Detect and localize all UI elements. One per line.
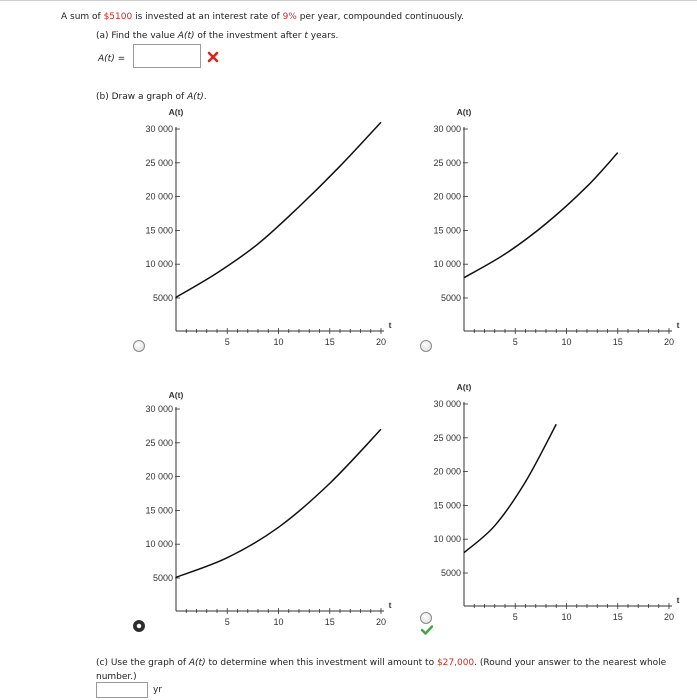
principal-amount: $5100: [103, 12, 133, 22]
y-tick-label: 10 000: [433, 534, 461, 545]
x-tick-label: 20: [663, 612, 675, 622]
y-tick-label: 30 000: [433, 399, 461, 409]
growth-curve: [464, 424, 556, 552]
graph-2-radio[interactable]: [420, 340, 432, 352]
y-axis-label: A(t): [168, 390, 184, 400]
y-tick-label: 10 000: [145, 539, 173, 550]
y-tick-label: 5000: [152, 293, 173, 303]
x-tick-label: 20: [663, 337, 675, 347]
x-tick-label: 15: [324, 617, 335, 627]
x-axis-label: t: [676, 595, 680, 605]
graph-option-2: [418, 105, 688, 350]
problem-statement: [61, 12, 464, 22]
graph-1-radio[interactable]: [133, 340, 145, 352]
x-tick-label: 15: [612, 337, 623, 347]
problem-suffix: per year, compounded continuously.: [296, 12, 464, 22]
x-axis-label: t: [676, 320, 680, 330]
x-tick-label: 10: [273, 337, 284, 347]
graph-3-radio[interactable]: [133, 620, 145, 632]
y-tick-label: 15 000: [433, 225, 461, 236]
answer-label: A(t) =: [98, 54, 126, 64]
y-tick-label: 25 000: [145, 437, 173, 448]
y-tick-label: 30 000: [145, 404, 173, 414]
part-c-text: . (Round your answer to the nearest whole number.): [96, 658, 667, 682]
y-tick-label: 5000: [440, 568, 461, 578]
x-axis-label: t: [388, 320, 392, 330]
part-a-text: of the investment after: [194, 31, 305, 41]
variable-t: t: [304, 31, 308, 41]
y-tick-label: 25 000: [145, 157, 173, 168]
x-tick-label: 10: [561, 612, 572, 622]
graph-option-4: [418, 380, 688, 625]
top-border: [0, 0, 697, 1]
part-b-prompt: [96, 92, 207, 102]
problem-prefix: A sum of: [61, 12, 104, 22]
y-tick-label: 15 000: [145, 505, 173, 516]
part-a-prompt: [96, 31, 338, 41]
y-tick-label: 20 000: [433, 191, 461, 202]
function-name: A(t): [188, 658, 206, 668]
part-b-text: (b) Draw a graph of: [96, 92, 188, 102]
x-tick-label: 20: [375, 337, 387, 347]
x-tick-label: 10: [273, 617, 284, 627]
part-b-text: .: [203, 92, 207, 102]
x-tick-label: 5: [512, 337, 518, 347]
part-a-text: years.: [307, 31, 339, 41]
graph-option-1: [130, 105, 392, 350]
y-axis-label: A(t): [168, 107, 184, 117]
x-tick-label: 5: [512, 612, 518, 622]
y-tick-label: 30 000: [145, 124, 173, 134]
x-tick-label: 20: [375, 617, 387, 627]
part-c-prompt: [96, 656, 686, 684]
y-tick-label: 25 000: [433, 157, 461, 168]
y-tick-label: 10 000: [145, 259, 173, 270]
y-tick-label: 25 000: [433, 432, 461, 443]
y-axis-label: A(t): [456, 107, 472, 117]
graph-option-3: [130, 385, 392, 630]
years-unit-label: yr: [153, 685, 163, 695]
y-tick-label: 15 000: [433, 500, 461, 511]
y-tick-label: 10 000: [433, 259, 461, 270]
y-tick-label: 20 000: [145, 191, 173, 202]
y-tick-label: 5000: [152, 573, 173, 583]
growth-curve: [176, 429, 381, 577]
target-amount: $27,000: [436, 658, 475, 668]
y-tick-label: 5000: [440, 293, 461, 303]
x-axis-label: t: [388, 600, 392, 610]
growth-curve: [176, 122, 381, 297]
years-answer-input[interactable]: [96, 682, 148, 698]
part-c-text: (c) Use the graph of: [96, 658, 189, 668]
correct-check-icon: [420, 624, 434, 636]
graph-4-radio[interactable]: [420, 612, 432, 624]
x-tick-label: 15: [612, 612, 623, 622]
y-tick-label: 30 000: [433, 124, 461, 134]
x-tick-label: 15: [324, 337, 335, 347]
x-tick-label: 5: [224, 337, 230, 347]
y-tick-label: 20 000: [145, 471, 173, 482]
y-tick-label: 15 000: [145, 225, 173, 236]
interest-rate: 9%: [282, 12, 297, 22]
growth-curve: [464, 153, 618, 278]
x-tick-label: 5: [224, 617, 230, 627]
problem-middle: is invested at an interest rate of: [132, 12, 283, 22]
part-a-text: (a) Find the value: [96, 31, 178, 41]
part-c-text: to determine when this investment will amount to: [205, 658, 437, 668]
function-name: A(t): [187, 92, 204, 102]
y-axis-label: A(t): [456, 382, 472, 392]
incorrect-x-icon: [206, 50, 220, 64]
y-tick-label: 20 000: [433, 466, 461, 477]
x-tick-label: 10: [561, 337, 572, 347]
function-answer-input[interactable]: [133, 44, 201, 68]
function-name: A(t): [177, 31, 195, 41]
